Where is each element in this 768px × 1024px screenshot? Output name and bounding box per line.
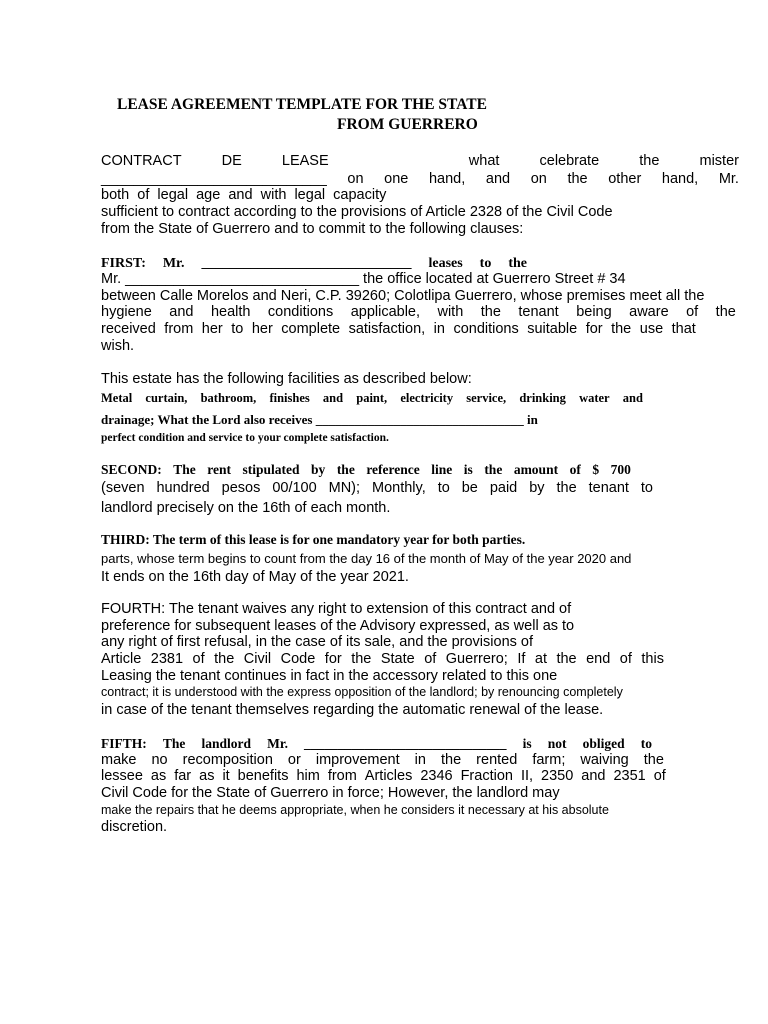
estate-line-2: Metal curtain, bathroom, finishes and paint, electricity service, drinking water and xyxy=(101,391,643,405)
estate-line-1: This estate has the following facilities as described below: xyxy=(101,371,472,387)
fifth-clause-line-3: lessee as far as it benefits him from Articles 2346 Fraction II, 2350 and 2351 of xyxy=(101,768,666,784)
intro-line-1: CONTRACT DE LEASE what celebrate the mister xyxy=(101,153,739,169)
fifth-clause-line-6: discretion. xyxy=(101,819,168,835)
intro-line-4: sufficient to contract according to the provisions of Article 2328 of the Civil Code xyxy=(101,204,613,220)
third-clause-line-3: It ends on the 16th day of May of the year 2021. xyxy=(101,569,409,585)
fourth-clause-line-4: Article 2381 of the Civil Code for the State of Guerrero; If at the end of this xyxy=(101,651,664,667)
document-title-line1: LEASE AGREEMENT TEMPLATE FOR THE STATE xyxy=(117,96,487,113)
first-clause-line-4: hygiene and health conditions applicable, with the tenant being aware of the xyxy=(101,304,736,320)
intro-line-2: ____________________________ on one hand, and on the other hand, Mr. xyxy=(101,171,739,187)
first-clause-line-6: wish. xyxy=(101,338,135,354)
third-clause-line-1: THIRD: The term of this lease is for one mandatory year for both parties. xyxy=(101,532,526,547)
fourth-clause-line-1: FOURTH: The tenant waives any right to extension of this contract and of xyxy=(101,601,572,617)
fifth-clause-line-1: FIFTH: The landlord Mr. ______________________________ is not obliged to xyxy=(101,736,652,751)
second-clause-line-3: landlord precisely on the 16th of each month. xyxy=(101,500,391,516)
first-clause-line-1: FIRST: Mr. ______________________________ leases to the xyxy=(101,256,527,271)
fourth-clause-line-7: in case of the tenant themselves regarding the automatic renewal of the lease. xyxy=(101,702,604,718)
estate-line-4: perfect condition and service to your complete satisfaction. xyxy=(101,432,389,444)
intro-line-3: both of legal age and with legal capacity xyxy=(101,187,387,203)
fifth-clause-line-4: Civil Code for the State of Guerrero in force; However, the landlord may xyxy=(101,785,560,801)
second-clause-line-1: SECOND: The rent stipulated by the reference line is the amount of $ 700 xyxy=(101,462,631,477)
fourth-clause-line-2: preference for subsequent leases of the Advisory expressed, as well as to xyxy=(101,618,575,634)
fifth-clause-line-5: make the repairs that he deems appropriate, when he considers it necessary at his absolute xyxy=(101,803,609,817)
second-clause-line-2: (seven hundred pesos 00/100 MN); Monthly, to be paid by the tenant to xyxy=(101,480,653,496)
first-clause-line-5: received from her to her complete satisfaction, in conditions suitable for the use that xyxy=(101,321,696,337)
fourth-clause-line-3: any right of first refusal, in the case of its sale, and the provisions of xyxy=(101,634,533,650)
intro-line-5: from the State of Guerrero and to commit to the following clauses: xyxy=(101,221,524,237)
third-clause-line-2: parts, whose term begins to count from the day 16 of the month of May of the year 2020 and xyxy=(101,551,632,566)
document-title-line2: FROM GUERRERO xyxy=(337,116,478,133)
first-clause-line-3: between Calle Morelos and Neri, C.P. 39260; Colotlipa Guerrero, whose premises meet all the xyxy=(101,288,705,304)
fourth-clause-line-6: contract; it is understood with the express opposition of the landlord; by renouncing completely xyxy=(101,685,623,699)
estate-line-3: drainage; What the Lord also receives ________________________________ in xyxy=(101,412,538,427)
first-clause-line-2: Mr. _____________________________ the office located at Guerrero Street # 34 xyxy=(101,271,626,287)
fourth-clause-line-5: Leasing the tenant continues in fact in the accessory related to this one xyxy=(101,668,558,684)
fifth-clause-line-2: make no recomposition or improvement in the rented farm; waiving the xyxy=(101,752,664,768)
